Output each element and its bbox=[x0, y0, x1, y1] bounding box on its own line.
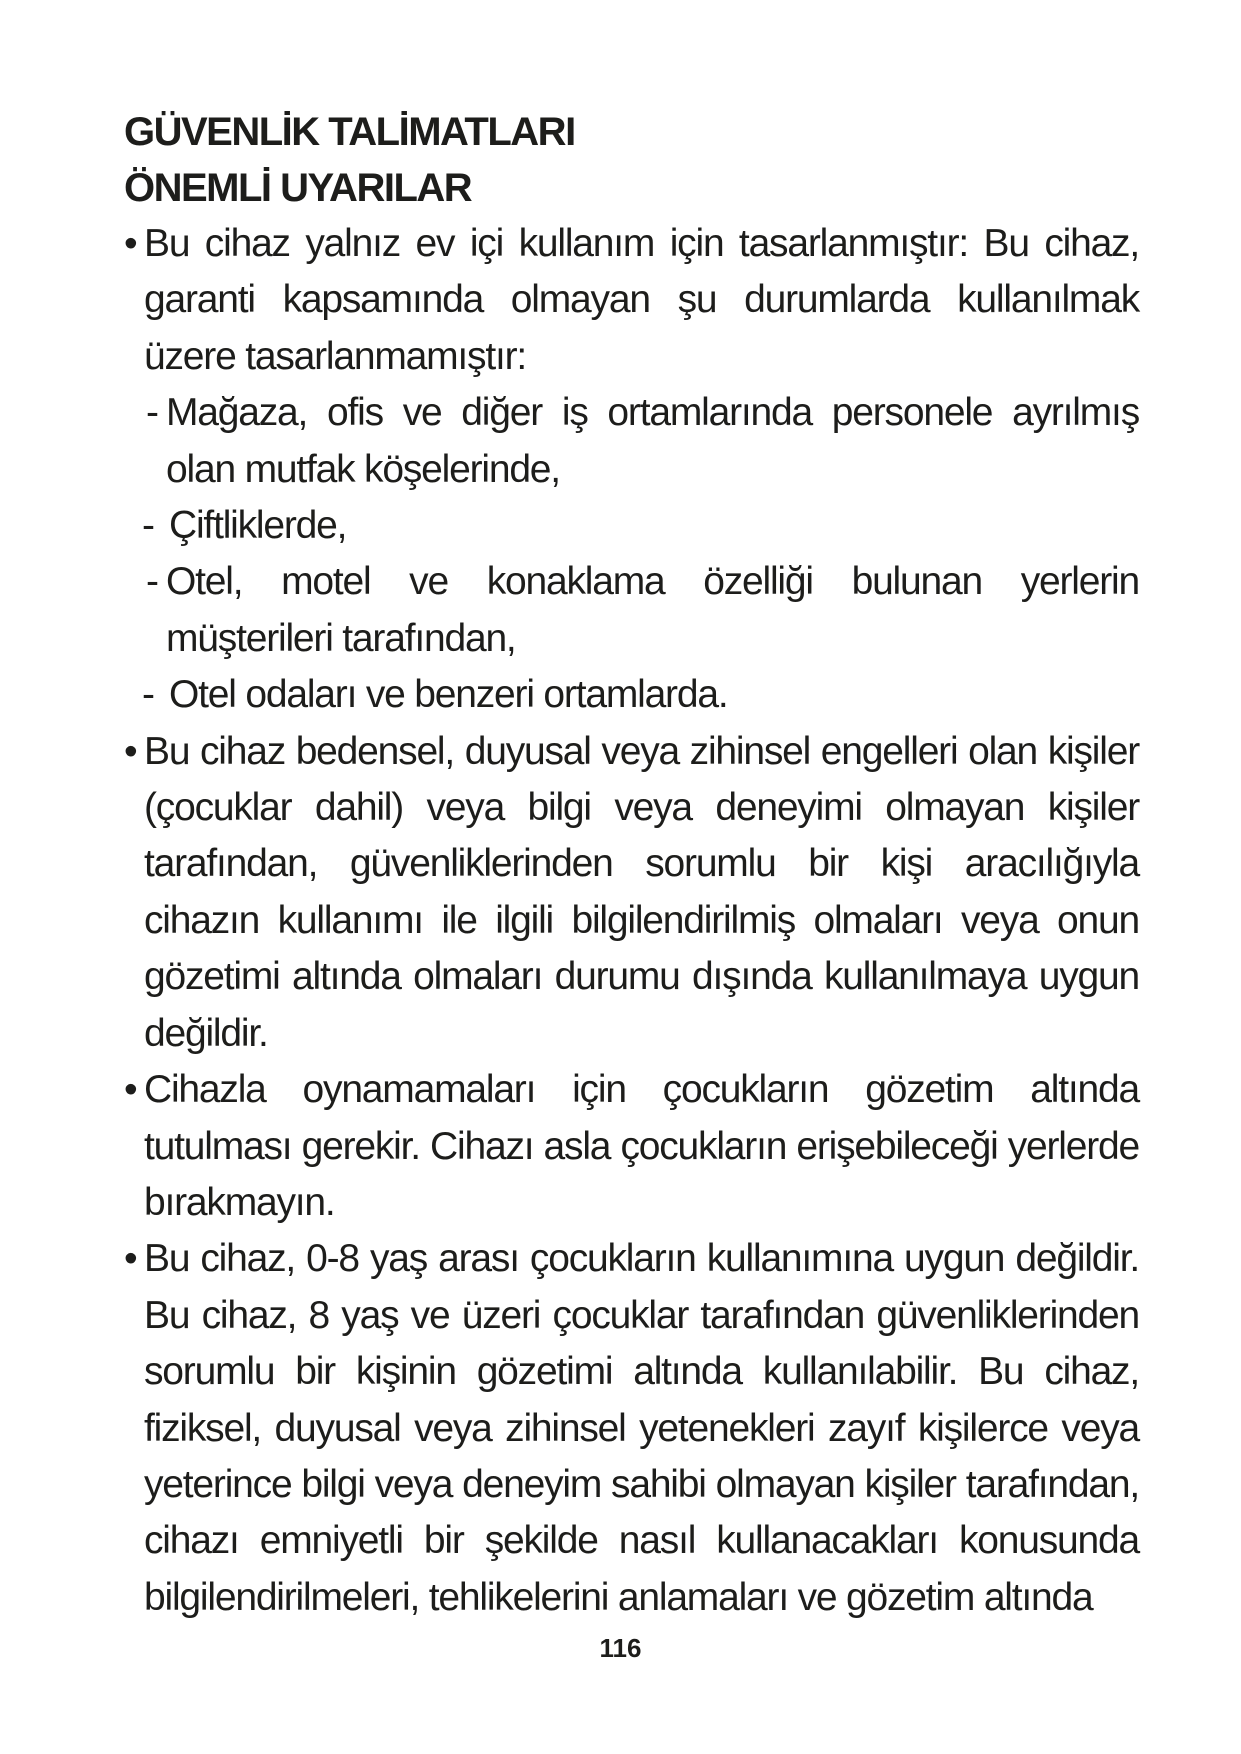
sub-item-hotel-rooms bbox=[124, 667, 1139, 723]
bullet-item-age-restriction bbox=[124, 1231, 1139, 1626]
sub-item-text: Çiftliklerde, bbox=[169, 504, 347, 548]
sub-item-text: Otel odaları ve benzeri ortamlarda. bbox=[169, 673, 728, 717]
section-subtitle: ÖNEMLİ UYARILAR bbox=[124, 166, 472, 210]
sub-item-staff-kitchens bbox=[124, 385, 1139, 498]
bullet-text: Bu cihaz, 0-8 yaş arası çocukların kullanımına uygun değildir. Bu cihaz, 8 yaş ve üzeri çocuklar tarafından güvenliklerinden sorumlu bir kişinin gözetimi altında kullanılabilir. Bu cihaz, fiziksel, duyusal veya zihinsel yetenekleri zayıf kişilerce veya yeterince bilgi veya deneyim sahibi olmayan kişiler tarafından, cihazı emniyetli bir şekilde nasıl kullanacakları konusunda bilgilendirilmeleri, tehlikelerini anlamaları ve gözetim altında bbox=[144, 1237, 1139, 1619]
bullet-text: Cihazla oynamamaları için çocukların gözetim altında tutulması gerekir. Cihazı asla çocukların erişebileceği yerlerde bırakmayın. bbox=[144, 1068, 1139, 1224]
sub-item-hotel-clients bbox=[124, 554, 1139, 667]
bullet-item-children-supervision bbox=[124, 1062, 1139, 1231]
bullet-item-reduced-capabilities bbox=[124, 724, 1139, 1062]
bullet-text: Bu cihaz bedensel, duyusal veya zihinsel engelleri olan kişiler (çocuklar dahil) veya bilgi veya deneyimi olmayan kişiler tarafından, güvenliklerinden sorumlu bir kişi aracılığıyla cihazın kullanımı ile ilgili bilgilendirilmiş olmaları veya onun gözetimi altında olmaları durumu dışında kullanılmaya uygun değildir. bbox=[144, 729, 1139, 1055]
page-number: 116 bbox=[599, 1633, 642, 1663]
sub-item-farms bbox=[124, 498, 1139, 554]
bullet-marker: • bbox=[124, 729, 137, 773]
sub-item-text: Mağaza, ofis ve diğer iş ortamlarında personele ayrılmış olan mutfak köşelerinde, bbox=[166, 391, 1139, 491]
dash-marker: - bbox=[142, 504, 154, 548]
section-title: GÜVENLİK TALİMATLARI bbox=[124, 110, 575, 154]
bullet-marker: • bbox=[124, 1068, 137, 1112]
page-content bbox=[124, 104, 1139, 1626]
bullet-marker: • bbox=[124, 222, 137, 265]
bullet-marker: • bbox=[124, 1237, 137, 1281]
sub-item-text: Otel, motel ve konaklama özelliği bulunan yerlerin müşterileri tarafından, bbox=[166, 560, 1139, 660]
bullet-text: Bu cihaz yalnız ev içi kullanım için tasarlanmıştır: Bu cihaz, garanti kapsamında olmayan şu durumlarda kullanılmak üzere tasarlanmamıştır: bbox=[144, 222, 1139, 378]
bullet-item-household-use bbox=[124, 216, 1139, 385]
dash-marker: - bbox=[146, 560, 158, 604]
dash-marker: - bbox=[142, 673, 154, 717]
dash-marker: - bbox=[146, 391, 158, 435]
